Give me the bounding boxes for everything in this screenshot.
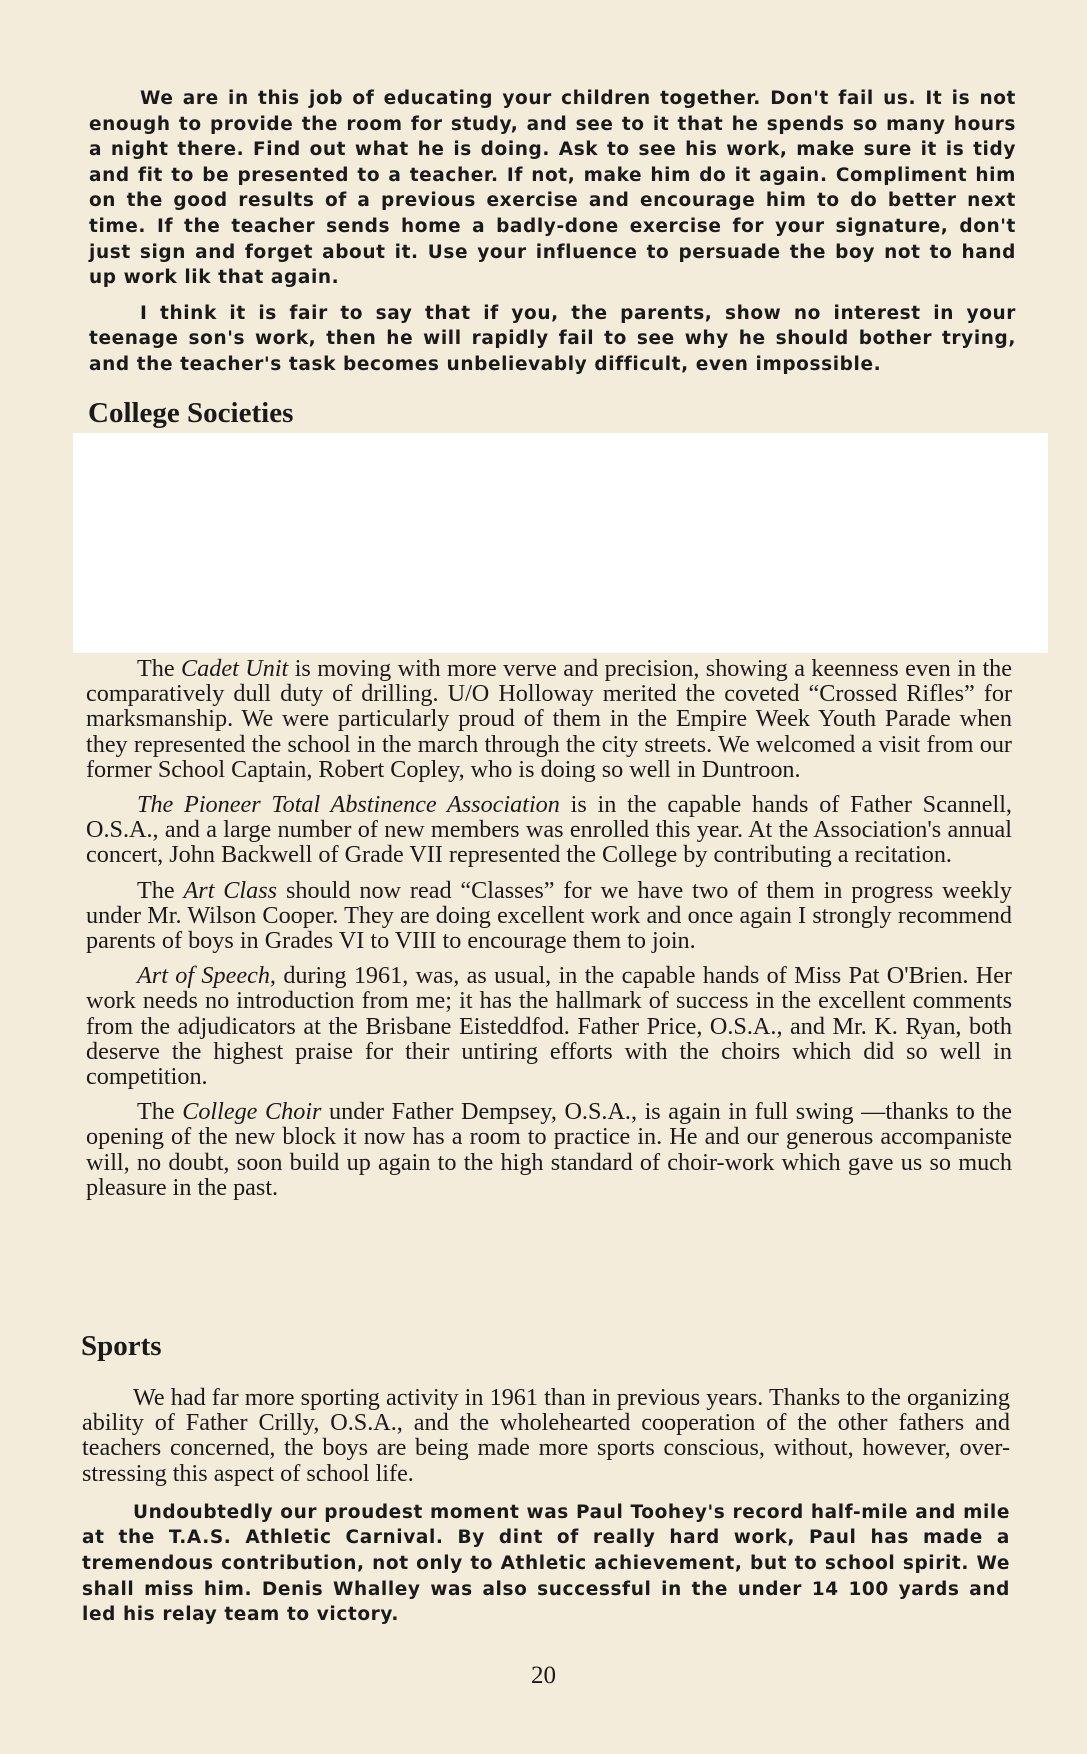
cadet-unit-paragraph: The Cadet Unit is moving with more verve and precision, showing a keenness even in the comparatively dull duty of drilling. U/O Holloway merited the coveted “Crossed Rifles” for marksmanship. We were particularly proud of them in the Empire Week Youth Parade when they represented the school in the march through the city streets. We welcomed a visit from our former School Captain, Robert Copley, who is doing so well in Duntroon. <box>86 655 1013 783</box>
sports-section <box>82 1385 1010 1628</box>
art-class-title: Art Class <box>183 876 278 904</box>
college-choir-paragraph: The College Choir under Father Dempsey, O.S.A., is again in full swing —thanks to the opening of the new block it now has a room to practice in. He and our generous accompaniste will, no doubt, soon build up again to the high standard of choir-work which gave us so much pleasure in the past. <box>86 1098 1013 1201</box>
college-societies-heading: College Societies <box>88 397 294 429</box>
intro-paragraph-1: We are in this job of educating your children together. Don't fail us. It is not enough to provide the room for study, and see to it that he spends so many hours a night there. Find out what he is doing. Ask to see his work, make sure it is tidy and fit to be presented to a teacher. If not, make him do it again. Compliment him on the good results of a previous exercise and encourage him to do better next time. If the teacher sends home a badly-done exercise for your signature, don't just sign and forget about it. Use your influence to persuade the boy not to hand up work lik that again. <box>89 88 1016 289</box>
sports-paragraph-1: We had far more sporting activity in 1961 than in previous years. Thanks to the organizing ability of Father Crilly, O.S.A., and the wholehearted cooperation of the other fathers and teachers concerned, the boys are being made more sports conscious, without, however, over-stressing this aspect of school life. <box>82 1384 1010 1487</box>
art-of-speech-title: Art of Speech, <box>137 962 276 990</box>
intro-section <box>89 86 1016 378</box>
sports-paragraph-2: Undoubtedly our proudest moment was Paul Toohey's record half-mile and mile at the T.A.S. Athletic Carnival. By dint of really hard work, Paul has made a tremendous contribution, not only to Athletic achievement, but to school spirit. We shall miss him. Denis Whalley was also successful in the under 14 100 yards and led his relay team to victory. <box>82 1501 1010 1626</box>
pioneer-association-paragraph: The Pioneer Total Abstinence Association is in the capable hands of Father Scannell, O.S.A., and a large number of new members was enrolled this year. At the Association's annual concert, John Backwell of Grade VII represented the College by contributing a recitation. <box>86 791 1012 869</box>
pioneer-association-title: The Pioneer Total Abstinence Association <box>137 791 560 819</box>
cadet-unit-title: Cadet Unit <box>181 655 289 682</box>
art-class-paragraph: The Art Class should now read “Classes” for we have two of them in progress weekly under Mr. Wilson Cooper. They are doing excellent work and once again I strongly recommend parents of boys in Grades VI to VIII to encourage them to join. <box>86 876 1012 955</box>
page-number: 20 <box>531 1662 556 1689</box>
art-of-speech-paragraph: Art of Speech, during 1961, was, as usual, in the capable hands of Miss Pat O'Brien. Her work needs no introduction from me; it has the hallmark of success in the excellent comments from the adjudicators at the Brisbane Eisteddfod. Father Price, O.S.A., and Mr. K. Ryan, both deserve the highest praise for their untiring efforts with the choirs which did so well in competition. <box>86 962 1012 1091</box>
sports-heading: Sports <box>81 1330 162 1362</box>
blank-region <box>73 433 1048 653</box>
college-choir-title: College Choir <box>182 1098 322 1126</box>
societies-section <box>86 656 1012 1200</box>
intro-paragraph-2: I think it is fair to say that if you, the parents, show no interest in your teenage son's work, then he will rapidly fail to see why he should bother trying, and the teacher's task becomes unbelievably difficult, even impossible. <box>89 302 1016 375</box>
